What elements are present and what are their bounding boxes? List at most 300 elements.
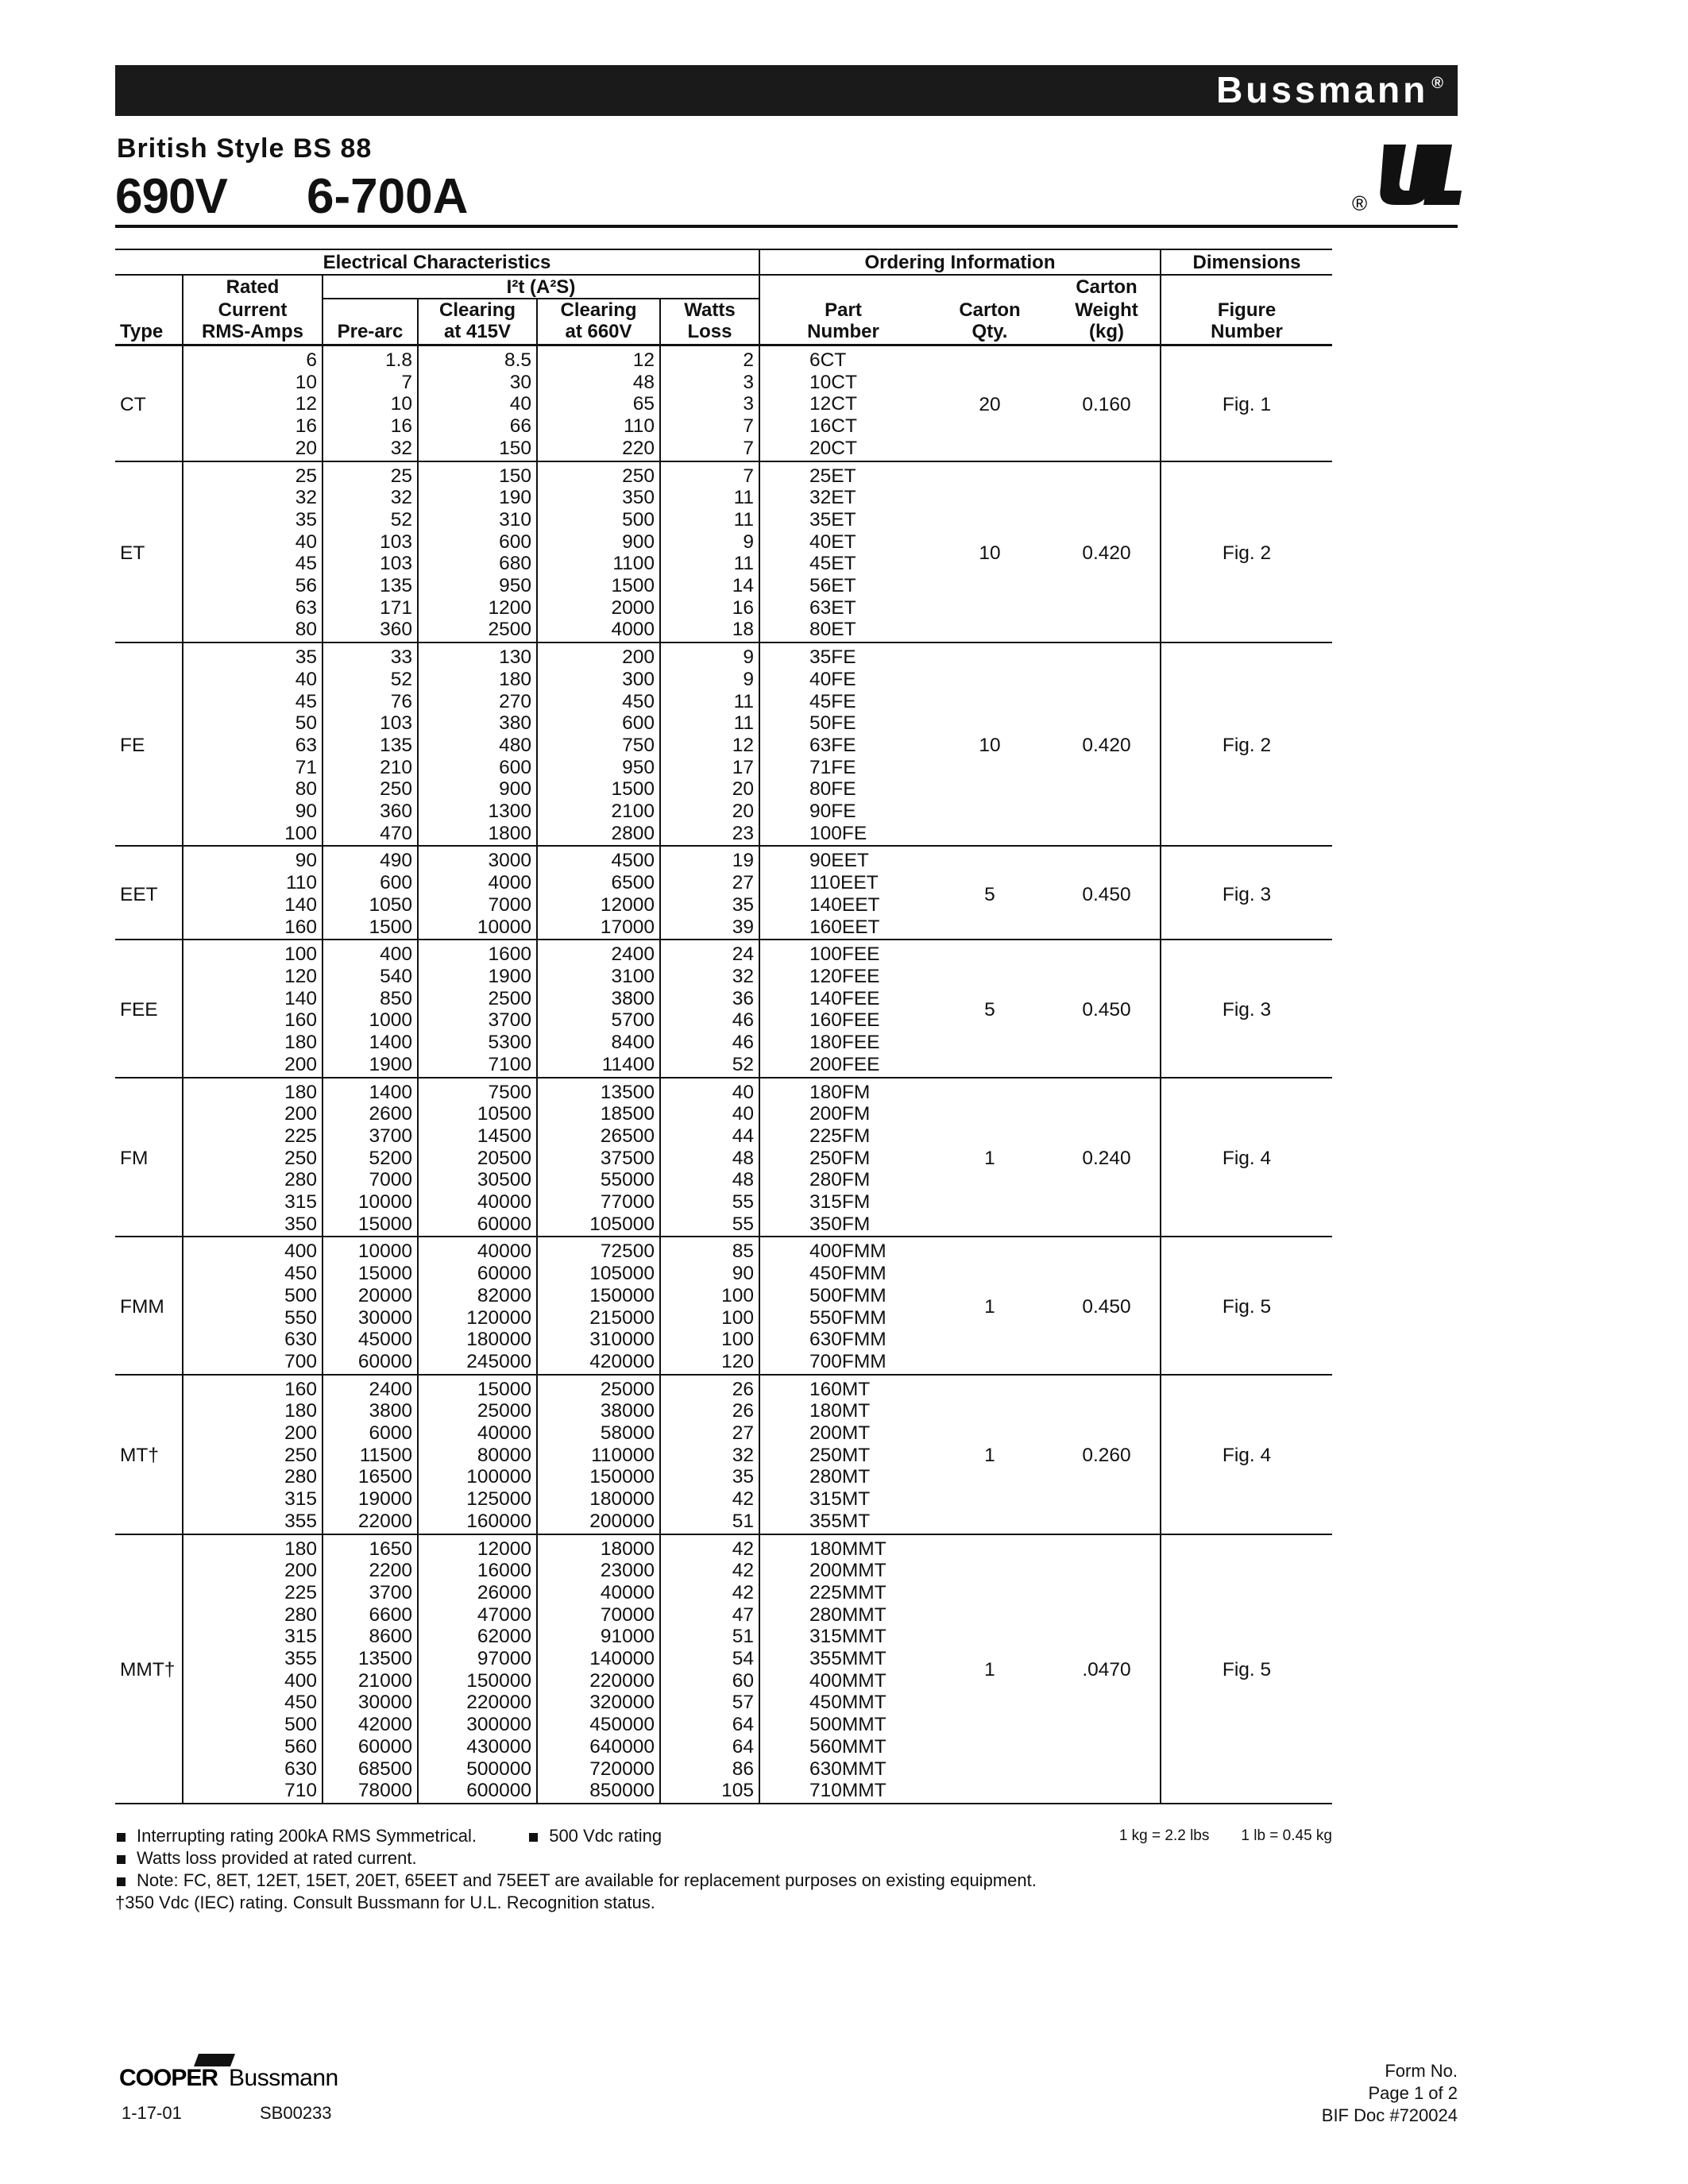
clearing-660-value: 220 bbox=[537, 438, 660, 461]
prearc-value: 60000 bbox=[323, 1736, 418, 1758]
clearing-660-value: 26500 bbox=[537, 1125, 660, 1148]
carton-qty: 1 bbox=[926, 1237, 1053, 1374]
rated-current: 35 bbox=[183, 642, 323, 669]
rated-current: 35 bbox=[183, 509, 323, 531]
prearc-value: 10 bbox=[323, 393, 418, 415]
prearc-value: 25 bbox=[323, 461, 418, 488]
clearing-415-value: 40000 bbox=[418, 1237, 537, 1263]
clearing-660-value: 1500 bbox=[537, 575, 660, 597]
clearing-660-value: 25000 bbox=[537, 1375, 660, 1401]
fuse-type: EET bbox=[115, 846, 183, 940]
rated-current: 280 bbox=[183, 1169, 323, 1191]
part-number: 200FM bbox=[759, 1103, 926, 1125]
watts-loss: 27 bbox=[660, 1422, 759, 1445]
watts-loss: 3 bbox=[660, 372, 759, 394]
clearing-660-header: Clearing at 660V bbox=[537, 299, 660, 345]
watts-loss: 105 bbox=[660, 1780, 759, 1804]
prearc-value: 210 bbox=[323, 757, 418, 779]
rated-current: 180 bbox=[183, 1032, 323, 1054]
part-number: 10CT bbox=[759, 372, 926, 394]
clearing-415-value: 60000 bbox=[418, 1214, 537, 1237]
clearing-415-value: 1900 bbox=[418, 966, 537, 988]
figure-number: Fig. 5 bbox=[1161, 1237, 1332, 1374]
clearing-415-value: 15000 bbox=[418, 1375, 537, 1401]
rated-current: 200 bbox=[183, 1054, 323, 1078]
watts-loss: 100 bbox=[660, 1329, 759, 1351]
note-dagger: †350 Vdc (IEC) rating. Consult Bussmann for U.L. Recognition status. bbox=[115, 1893, 655, 1912]
rated-current: 355 bbox=[183, 1511, 323, 1534]
watts-loss: 57 bbox=[660, 1692, 759, 1714]
figure-number: Fig. 1 bbox=[1161, 345, 1332, 461]
prearc-value: 13500 bbox=[323, 1648, 418, 1670]
part-number: 180FEE bbox=[759, 1032, 926, 1054]
watts-loss: 24 bbox=[660, 940, 759, 966]
footer-doc-info bbox=[1322, 2060, 1458, 2127]
prearc-value: 490 bbox=[323, 846, 418, 872]
rated-current: 180 bbox=[183, 1400, 323, 1422]
watts-loss: 100 bbox=[660, 1285, 759, 1307]
clearing-415-value: 7500 bbox=[418, 1078, 537, 1104]
clearing-660-value: 900 bbox=[537, 531, 660, 554]
part-number: 45ET bbox=[759, 553, 926, 575]
watts-loss: 90 bbox=[660, 1263, 759, 1285]
prearc-value: 52 bbox=[323, 669, 418, 691]
prearc-value: 135 bbox=[323, 735, 418, 757]
fuse-group bbox=[115, 1375, 1332, 1534]
part-number: 200MMT bbox=[759, 1560, 926, 1582]
rated-current: 630 bbox=[183, 1758, 323, 1781]
clearing-415-value: 40 bbox=[418, 393, 537, 415]
part-number: 280MT bbox=[759, 1466, 926, 1488]
bullet-square-icon bbox=[529, 1833, 538, 1842]
part-number: 700FMM bbox=[759, 1351, 926, 1375]
rated-current: 90 bbox=[183, 801, 323, 823]
prearc-value: 600 bbox=[323, 872, 418, 894]
fuse-group bbox=[115, 1237, 1332, 1374]
watts-loss: 60 bbox=[660, 1670, 759, 1692]
figure-number: Fig. 4 bbox=[1161, 1078, 1332, 1237]
watts-loss: 11 bbox=[660, 487, 759, 509]
part-number: 160EET bbox=[759, 916, 926, 940]
watts-loss: 40 bbox=[660, 1103, 759, 1125]
rated-current: 350 bbox=[183, 1214, 323, 1237]
prearc-value: 32 bbox=[323, 487, 418, 509]
carton-weight: 0.240 bbox=[1053, 1078, 1161, 1237]
table-row bbox=[115, 940, 1332, 966]
prearc-value: 8600 bbox=[323, 1626, 418, 1648]
clearing-415-value: 150 bbox=[418, 438, 537, 461]
page-number: Page 1 of 2 bbox=[1368, 2083, 1458, 2103]
prearc-value: 400 bbox=[323, 940, 418, 966]
clearing-660-value: 220000 bbox=[537, 1670, 660, 1692]
clearing-660-value: 250 bbox=[537, 461, 660, 488]
clearing-660-value: 320000 bbox=[537, 1692, 660, 1714]
carton-weight: 0.160 bbox=[1053, 345, 1161, 461]
clearing-660-value: 2400 bbox=[537, 940, 660, 966]
prearc-value: 1650 bbox=[323, 1534, 418, 1561]
watts-loss: 7 bbox=[660, 461, 759, 488]
clearing-415-value: 26000 bbox=[418, 1582, 537, 1604]
prearc-value: 60000 bbox=[323, 1351, 418, 1375]
part-number: 630MMT bbox=[759, 1758, 926, 1781]
fuse-type: MMT† bbox=[115, 1534, 183, 1804]
rated-current: 20 bbox=[183, 438, 323, 461]
rated-current: 140 bbox=[183, 988, 323, 1010]
clearing-415-value: 40000 bbox=[418, 1422, 537, 1445]
clearing-660-value: 3100 bbox=[537, 966, 660, 988]
carton-qty: 20 bbox=[926, 345, 1053, 461]
prearc-value: 7000 bbox=[323, 1169, 418, 1191]
clearing-415-value: 1300 bbox=[418, 801, 537, 823]
fuse-group bbox=[115, 345, 1332, 461]
watts-loss: 32 bbox=[660, 966, 759, 988]
rated-current: 71 bbox=[183, 757, 323, 779]
fuse-group bbox=[115, 461, 1332, 643]
part-number: 225MMT bbox=[759, 1582, 926, 1604]
clearing-415-value: 680 bbox=[418, 553, 537, 575]
clearing-660-value: 105000 bbox=[537, 1214, 660, 1237]
watts-loss: 100 bbox=[660, 1307, 759, 1329]
clearing-415-value: 1200 bbox=[418, 597, 537, 619]
rated-current: 225 bbox=[183, 1582, 323, 1604]
fuse-type: MT† bbox=[115, 1375, 183, 1534]
clearing-415-value: 4000 bbox=[418, 872, 537, 894]
part-number: 315MMT bbox=[759, 1626, 926, 1648]
rated-current: 315 bbox=[183, 1488, 323, 1511]
watts-loss: 42 bbox=[660, 1488, 759, 1511]
clearing-415-value: 500000 bbox=[418, 1758, 537, 1781]
rated-current: 200 bbox=[183, 1422, 323, 1445]
prearc-value: 21000 bbox=[323, 1670, 418, 1692]
watts-loss: 35 bbox=[660, 894, 759, 916]
watts-loss: 46 bbox=[660, 1009, 759, 1032]
part-number: 450FMM bbox=[759, 1263, 926, 1285]
rated-current: 200 bbox=[183, 1103, 323, 1125]
part-number: 80ET bbox=[759, 619, 926, 642]
carton-qty: 1 bbox=[926, 1534, 1053, 1804]
clearing-660-value: 150000 bbox=[537, 1285, 660, 1307]
clearing-415-value: 310 bbox=[418, 509, 537, 531]
clearing-660-value: 58000 bbox=[537, 1422, 660, 1445]
logo-word-cooper: COOPER bbox=[119, 2065, 218, 2090]
rated-current: 700 bbox=[183, 1351, 323, 1375]
prearc-value: 135 bbox=[323, 575, 418, 597]
prearc-value: 103 bbox=[323, 553, 418, 575]
clearing-415-header: Clearing at 415V bbox=[418, 299, 537, 345]
clearing-660-value: 2800 bbox=[537, 823, 660, 847]
rated-current-header: Current RMS-Amps bbox=[183, 299, 323, 345]
carton-weight: 0.420 bbox=[1053, 461, 1161, 643]
prearc-value: 33 bbox=[323, 642, 418, 669]
clearing-660-value: 77000 bbox=[537, 1191, 660, 1214]
carton-qty: 5 bbox=[926, 846, 1053, 940]
carton-weight-header-line1: Carton bbox=[1076, 276, 1138, 298]
rated-current: 25 bbox=[183, 461, 323, 488]
part-number: 100FEE bbox=[759, 940, 926, 966]
carton-weight: .0470 bbox=[1053, 1534, 1161, 1804]
fuse-type: ET bbox=[115, 461, 183, 643]
rated-current: 315 bbox=[183, 1191, 323, 1214]
clearing-660-value: 70000 bbox=[537, 1604, 660, 1626]
part-number: 40ET bbox=[759, 531, 926, 554]
part-number: 16CT bbox=[759, 415, 926, 438]
prearc-value: 1000 bbox=[323, 1009, 418, 1032]
prearc-value: 19000 bbox=[323, 1488, 418, 1511]
rated-current: 160 bbox=[183, 1375, 323, 1401]
carton-weight: 0.420 bbox=[1053, 642, 1161, 846]
part-number: 6CT bbox=[759, 345, 926, 372]
figure-number: Fig. 2 bbox=[1161, 461, 1332, 643]
rated-current: 200 bbox=[183, 1560, 323, 1582]
rated-current: 32 bbox=[183, 487, 323, 509]
clearing-660-value: 4000 bbox=[537, 619, 660, 642]
fuse-type: FEE bbox=[115, 940, 183, 1077]
watts-loss: 9 bbox=[660, 531, 759, 554]
part-number: 35ET bbox=[759, 509, 926, 531]
clearing-415-value: 16000 bbox=[418, 1560, 537, 1582]
table-row bbox=[115, 1237, 1332, 1263]
prearc-value: 7 bbox=[323, 372, 418, 394]
watts-loss: 36 bbox=[660, 988, 759, 1010]
prearc-value: 11500 bbox=[323, 1445, 418, 1467]
clearing-415-value: 430000 bbox=[418, 1736, 537, 1758]
type-column-header: Type bbox=[115, 299, 183, 345]
part-number: 25ET bbox=[759, 461, 926, 488]
prearc-value: 42000 bbox=[323, 1714, 418, 1736]
rated-current: 80 bbox=[183, 619, 323, 642]
rated-current: 40 bbox=[183, 531, 323, 554]
part-number: 80FE bbox=[759, 778, 926, 801]
clearing-415-value: 2500 bbox=[418, 619, 537, 642]
bullet-square-icon bbox=[117, 1855, 126, 1864]
rated-current: 180 bbox=[183, 1534, 323, 1561]
watts-loss: 64 bbox=[660, 1714, 759, 1736]
clearing-415-value: 30500 bbox=[418, 1169, 537, 1191]
part-number: 63ET bbox=[759, 597, 926, 619]
watts-loss: 42 bbox=[660, 1582, 759, 1604]
ordering-information-header: Ordering Information bbox=[759, 249, 1161, 275]
unit-conversions bbox=[1087, 1825, 1332, 1847]
clearing-415-value: 97000 bbox=[418, 1648, 537, 1670]
part-number: 400FMM bbox=[759, 1237, 926, 1263]
prearc-value: 103 bbox=[323, 531, 418, 554]
clearing-660-value: 200000 bbox=[537, 1511, 660, 1534]
watts-loss: 12 bbox=[660, 735, 759, 757]
prearc-value: 15000 bbox=[323, 1263, 418, 1285]
watts-loss: 16 bbox=[660, 597, 759, 619]
clearing-415-value: 600 bbox=[418, 757, 537, 779]
carton-qty-header: Carton Qty. bbox=[926, 299, 1053, 345]
clearing-415-value: 125000 bbox=[418, 1488, 537, 1511]
part-number: 180MT bbox=[759, 1400, 926, 1422]
prearc-value: 6000 bbox=[323, 1422, 418, 1445]
rated-current: 40 bbox=[183, 669, 323, 691]
clearing-415-value: 10000 bbox=[418, 916, 537, 940]
table-row bbox=[115, 1534, 1332, 1561]
part-number: 20CT bbox=[759, 438, 926, 461]
clearing-415-value: 1800 bbox=[418, 823, 537, 847]
watts-loss: 20 bbox=[660, 801, 759, 823]
prearc-value: 1900 bbox=[323, 1054, 418, 1078]
prearc-value: 540 bbox=[323, 966, 418, 988]
clearing-415-value: 2500 bbox=[418, 988, 537, 1010]
part-number: 45FE bbox=[759, 691, 926, 713]
watts-loss: 55 bbox=[660, 1191, 759, 1214]
watts-loss: 64 bbox=[660, 1736, 759, 1758]
clearing-415-value: 180 bbox=[418, 669, 537, 691]
clearing-660-value: 850000 bbox=[537, 1780, 660, 1804]
clearing-415-value: 12000 bbox=[418, 1534, 537, 1561]
clearing-415-value: 380 bbox=[418, 712, 537, 735]
logo-word-bussmann: Bussmann bbox=[229, 2065, 338, 2090]
watts-loss: 11 bbox=[660, 712, 759, 735]
clearing-415-value: 40000 bbox=[418, 1191, 537, 1214]
part-number: 160MT bbox=[759, 1375, 926, 1401]
watts-loss: 7 bbox=[660, 415, 759, 438]
clearing-415-value: 80000 bbox=[418, 1445, 537, 1467]
prearc-value: 1.8 bbox=[323, 345, 418, 372]
prearc-value: 2200 bbox=[323, 1560, 418, 1582]
carton-qty: 1 bbox=[926, 1375, 1053, 1534]
watts-loss: 120 bbox=[660, 1351, 759, 1375]
clearing-660-value: 200 bbox=[537, 642, 660, 669]
watts-loss: 86 bbox=[660, 1758, 759, 1781]
rated-current: 160 bbox=[183, 1009, 323, 1032]
rated-current: 500 bbox=[183, 1285, 323, 1307]
note-replacement: Note: FC, 8ET, 12ET, 15ET, 20ET, 65EET and 75EET are available for replacement purposes on existing equipment. bbox=[115, 1870, 1332, 1892]
prearc-value: 10000 bbox=[323, 1191, 418, 1214]
prearc-value: 30000 bbox=[323, 1307, 418, 1329]
prearc-value: 2600 bbox=[323, 1103, 418, 1125]
clearing-660-value: 6500 bbox=[537, 872, 660, 894]
watts-loss: 51 bbox=[660, 1511, 759, 1534]
part-number: 500FMM bbox=[759, 1285, 926, 1307]
clearing-660-value: 48 bbox=[537, 372, 660, 394]
clearing-415-value: 150 bbox=[418, 461, 537, 488]
watts-loss: 11 bbox=[660, 553, 759, 575]
rated-current: 45 bbox=[183, 691, 323, 713]
part-number: 160FEE bbox=[759, 1009, 926, 1032]
part-number: 35FE bbox=[759, 642, 926, 669]
part-number: 200FEE bbox=[759, 1054, 926, 1078]
figure-number-header: Figure Number bbox=[1161, 299, 1332, 345]
clearing-660-value: 180000 bbox=[537, 1488, 660, 1511]
fuse-type: FE bbox=[115, 642, 183, 846]
figure-number: Fig. 2 bbox=[1161, 642, 1332, 846]
part-number: 180FM bbox=[759, 1078, 926, 1104]
clearing-415-value: 220000 bbox=[418, 1692, 537, 1714]
carton-weight: 0.450 bbox=[1053, 940, 1161, 1077]
clearing-660-value: 350 bbox=[537, 487, 660, 509]
part-number: 400MMT bbox=[759, 1670, 926, 1692]
clearing-660-value: 37500 bbox=[537, 1148, 660, 1170]
prearc-value: 103 bbox=[323, 712, 418, 735]
rated-current: 80 bbox=[183, 778, 323, 801]
footnotes bbox=[115, 1825, 1332, 1914]
rated-current: 120 bbox=[183, 966, 323, 988]
clearing-660-value: 600 bbox=[537, 712, 660, 735]
carton-qty: 5 bbox=[926, 940, 1053, 1077]
figure-number: Fig. 3 bbox=[1161, 846, 1332, 940]
prearc-value: 6600 bbox=[323, 1604, 418, 1626]
clearing-415-value: 5300 bbox=[418, 1032, 537, 1054]
clearing-415-value: 30 bbox=[418, 372, 537, 394]
prearc-value: 1500 bbox=[323, 916, 418, 940]
carton-qty: 10 bbox=[926, 642, 1053, 846]
clearing-660-value: 750 bbox=[537, 735, 660, 757]
rated-current: 250 bbox=[183, 1148, 323, 1170]
prearc-value: 76 bbox=[323, 691, 418, 713]
part-number: 110EET bbox=[759, 872, 926, 894]
clearing-415-value: 600 bbox=[418, 531, 537, 554]
rated-current: 500 bbox=[183, 1714, 323, 1736]
doc-number: BIF Doc #720024 bbox=[1321, 2105, 1458, 2125]
brand-name: Bussmann ® bbox=[1216, 69, 1443, 110]
watts-loss: 20 bbox=[660, 778, 759, 801]
clearing-660-value: 12000 bbox=[537, 894, 660, 916]
clearing-660-value: 55000 bbox=[537, 1169, 660, 1191]
prearc-value: 171 bbox=[323, 597, 418, 619]
part-number: 200MT bbox=[759, 1422, 926, 1445]
clearing-415-value: 62000 bbox=[418, 1626, 537, 1648]
watts-loss: 54 bbox=[660, 1648, 759, 1670]
rated-current: 140 bbox=[183, 894, 323, 916]
prearc-value: 30000 bbox=[323, 1692, 418, 1714]
prearc-value: 3700 bbox=[323, 1125, 418, 1148]
clearing-660-value: 23000 bbox=[537, 1560, 660, 1582]
voltage-rating: 690V bbox=[115, 169, 227, 224]
fuse-specifications-table bbox=[115, 249, 1332, 1804]
watts-loss: 42 bbox=[660, 1534, 759, 1561]
clearing-660-value: 2000 bbox=[537, 597, 660, 619]
part-number: 560MMT bbox=[759, 1736, 926, 1758]
clearing-415-value: 270 bbox=[418, 691, 537, 713]
watts-loss: 17 bbox=[660, 757, 759, 779]
clearing-660-value: 300 bbox=[537, 669, 660, 691]
prearc-value: 68500 bbox=[323, 1758, 418, 1781]
clearing-415-value: 47000 bbox=[418, 1604, 537, 1626]
part-number: 280FM bbox=[759, 1169, 926, 1191]
watts-loss: 55 bbox=[660, 1214, 759, 1237]
carton-weight: 0.260 bbox=[1053, 1375, 1161, 1534]
part-number-header: Part Number bbox=[759, 299, 926, 345]
rated-current: 90 bbox=[183, 846, 323, 872]
table-row bbox=[115, 1375, 1332, 1401]
bullet-square-icon bbox=[117, 1877, 126, 1886]
carton-qty: 1 bbox=[926, 1078, 1053, 1237]
rated-current: 50 bbox=[183, 712, 323, 735]
fuse-group bbox=[115, 1078, 1332, 1237]
part-number: 250FM bbox=[759, 1148, 926, 1170]
part-number: 180MMT bbox=[759, 1534, 926, 1561]
registered-mark: ® bbox=[1352, 191, 1368, 214]
clearing-415-value: 180000 bbox=[418, 1329, 537, 1351]
part-number: 630FMM bbox=[759, 1329, 926, 1351]
part-number: 355MT bbox=[759, 1511, 926, 1534]
figure-number: Fig. 4 bbox=[1161, 1375, 1332, 1534]
carton-weight: 0.450 bbox=[1053, 846, 1161, 940]
table-row bbox=[115, 1078, 1332, 1104]
rated-current: 12 bbox=[183, 393, 323, 415]
watts-loss: 85 bbox=[660, 1237, 759, 1263]
watts-loss: 2 bbox=[660, 345, 759, 372]
part-number: 710MMT bbox=[759, 1780, 926, 1804]
part-number: 315FM bbox=[759, 1191, 926, 1214]
fuse-type: FMM bbox=[115, 1237, 183, 1374]
prearc-value: 22000 bbox=[323, 1511, 418, 1534]
clearing-660-value: 3800 bbox=[537, 988, 660, 1010]
prearc-value: 45000 bbox=[323, 1329, 418, 1351]
